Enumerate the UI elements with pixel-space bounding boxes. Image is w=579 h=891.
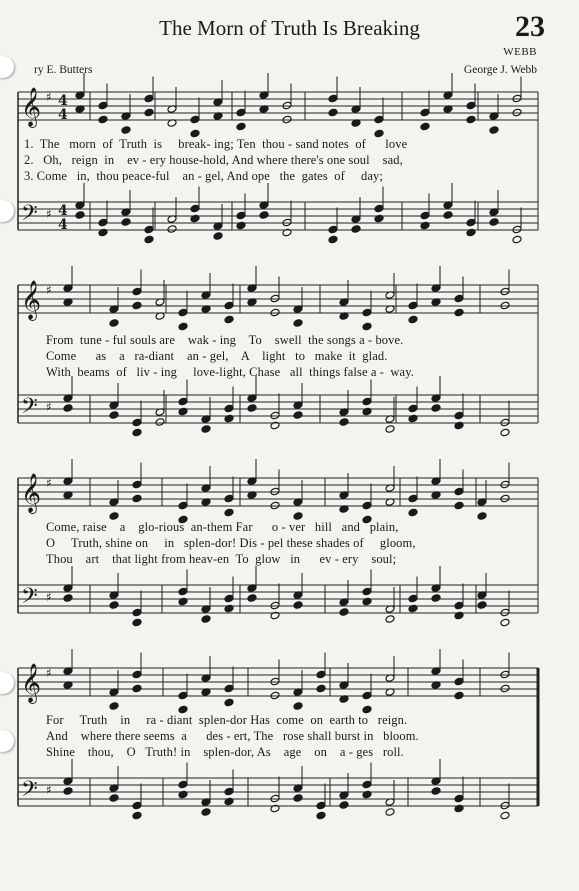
note-head	[224, 301, 234, 310]
note-head	[63, 404, 73, 413]
sharp-sign: ♯	[46, 207, 52, 221]
sharp-sign: ♯	[46, 283, 52, 297]
note-head	[178, 587, 188, 596]
note-head	[420, 122, 430, 131]
bass-clef: 𝄢	[21, 201, 38, 231]
note-head	[489, 218, 499, 227]
note-head	[454, 487, 464, 496]
note-head	[63, 594, 73, 603]
note-head	[489, 126, 499, 135]
note-head	[224, 684, 234, 693]
sharp-sign: ♯	[46, 476, 52, 490]
note-head	[178, 501, 188, 510]
note-head	[316, 684, 326, 693]
note-head	[121, 126, 131, 135]
note-head	[132, 301, 142, 310]
note-head	[109, 411, 119, 420]
note-head	[316, 801, 326, 810]
note-head	[328, 225, 338, 234]
note-head	[500, 811, 510, 820]
note-head	[339, 801, 349, 810]
note-head	[132, 618, 142, 627]
note-head	[109, 794, 119, 803]
note-head	[247, 404, 257, 413]
note-head	[454, 308, 464, 317]
sharp-sign: ♯	[46, 783, 52, 797]
note-head	[63, 787, 73, 796]
note-head	[178, 397, 188, 406]
note-head	[362, 501, 372, 510]
note-head	[351, 225, 361, 234]
note-head	[362, 587, 372, 596]
note-head	[190, 115, 200, 124]
note-head	[132, 287, 142, 296]
note-head	[454, 677, 464, 686]
lyric-line: For Truth in ra - diant splen-dor Has come on earth to reign.	[46, 713, 408, 727]
note-head	[224, 508, 234, 517]
hymn-title: The Morn of Truth Is Breaking	[159, 16, 420, 40]
note-head	[109, 601, 119, 610]
note-head	[144, 94, 154, 103]
note-head	[98, 218, 108, 227]
hymn-number: 23	[515, 10, 545, 43]
note-head	[431, 594, 441, 603]
treble-clef: 𝄞	[21, 663, 42, 703]
lyric-line: 3. Come in, thou peace-ful an - gel, And ope the gates of day;	[24, 169, 383, 183]
note-head	[454, 294, 464, 303]
note-head	[408, 315, 418, 324]
lyric-line: 2. Oh, reign in ev - ery house-hold, And where there's one soul sad,	[24, 153, 403, 167]
note-head	[408, 508, 418, 517]
note-head	[201, 425, 211, 434]
note-head	[224, 494, 234, 503]
note-head	[132, 801, 142, 810]
note-head	[420, 211, 430, 220]
sharp-sign: ♯	[46, 666, 52, 680]
note-head	[293, 794, 303, 803]
sharp-sign: ♯	[46, 90, 52, 104]
treble-clef: 𝄞	[21, 280, 42, 320]
note-head	[178, 308, 188, 317]
bass-clef: 𝄢	[21, 394, 38, 424]
note-head	[328, 108, 338, 117]
note-head	[247, 594, 257, 603]
note-head	[431, 787, 441, 796]
note-head	[408, 594, 418, 603]
note-head	[98, 115, 108, 124]
note-head	[167, 225, 177, 234]
note-head	[190, 204, 200, 213]
note-head	[443, 211, 453, 220]
note-head	[293, 601, 303, 610]
lyric-line: Come, raise a glo-rious an-them Far o - ver hill and plain,	[46, 520, 399, 534]
note-head	[466, 101, 476, 110]
note-head	[213, 232, 223, 241]
note-head	[454, 691, 464, 700]
note-head	[431, 404, 441, 413]
note-head	[178, 691, 188, 700]
time-signature: 4	[58, 217, 68, 233]
lyric-line: And where there seems a des - ert, The rose shall burst in bloom.	[46, 729, 419, 743]
note-head	[512, 235, 522, 244]
note-head	[362, 691, 372, 700]
note-head	[466, 218, 476, 227]
note-head	[339, 418, 349, 427]
note-head	[224, 698, 234, 707]
note-head	[75, 211, 85, 220]
note-head	[385, 808, 395, 817]
note-head	[132, 428, 142, 437]
note-head	[201, 615, 211, 624]
treble-clef: 𝄞	[21, 87, 42, 127]
note-head	[408, 301, 418, 310]
note-head	[454, 601, 464, 610]
note-head	[224, 594, 234, 603]
time-signature: 4	[58, 93, 68, 109]
note-head	[178, 322, 188, 331]
note-head	[293, 411, 303, 420]
note-head	[201, 808, 211, 817]
note-head	[500, 428, 510, 437]
note-head	[339, 608, 349, 617]
note-head	[109, 319, 119, 328]
note-head	[144, 235, 154, 244]
note-head	[224, 404, 234, 413]
note-head	[132, 811, 142, 820]
time-signature: 4	[58, 203, 68, 219]
bass-clef: 𝄢	[21, 777, 38, 807]
lyric-line: O Truth, shine on in splen-dor! Dis - pel these shades of gloom,	[46, 536, 416, 550]
note-head	[259, 211, 269, 220]
note-head	[293, 702, 303, 711]
note-head	[132, 480, 142, 489]
note-head	[224, 787, 234, 796]
note-head	[454, 501, 464, 510]
lyric-line: With beams of liv - ing love-light, Chase all things false a - way.	[46, 365, 414, 379]
note-head	[374, 115, 384, 124]
note-head	[155, 418, 165, 427]
note-head	[132, 670, 142, 679]
note-head	[385, 425, 395, 434]
note-head	[500, 618, 510, 627]
lyric-line: From tune - ful souls are wak - ing To swell the songs a - bove.	[46, 333, 404, 347]
author-credit: ry E. Butters	[34, 64, 93, 76]
note-head	[236, 108, 246, 117]
note-head	[362, 322, 372, 331]
time-signature: 4	[58, 107, 68, 123]
note-head	[362, 397, 372, 406]
note-head	[236, 122, 246, 131]
note-head	[454, 411, 464, 420]
note-head	[362, 308, 372, 317]
note-head	[98, 101, 108, 110]
note-head	[328, 94, 338, 103]
lyric-line: Shine thou, O Truth! in splen-dor, As age on a - ges roll.	[46, 745, 404, 759]
note-head	[132, 684, 142, 693]
tune-name: WEBB	[503, 46, 537, 58]
note-head	[477, 601, 487, 610]
note-head	[178, 780, 188, 789]
note-head	[109, 702, 119, 711]
note-head	[466, 115, 476, 124]
note-head	[316, 670, 326, 679]
note-head	[420, 108, 430, 117]
note-head	[144, 225, 154, 234]
lyric-line: Come as a ra-diant an - gel, A light to make it glad.	[46, 349, 388, 363]
note-head	[132, 494, 142, 503]
treble-clef: 𝄞	[21, 473, 42, 513]
note-head	[454, 794, 464, 803]
note-head	[374, 204, 384, 213]
note-head	[408, 494, 418, 503]
note-head	[236, 211, 246, 220]
note-head	[293, 319, 303, 328]
note-head	[477, 512, 487, 521]
lyric-line: Thou art that light from heav-en To glow in ev - ery soul;	[46, 552, 397, 566]
note-head	[132, 608, 142, 617]
note-head	[385, 615, 395, 624]
note-head	[224, 315, 234, 324]
note-head	[121, 218, 131, 227]
note-head	[362, 780, 372, 789]
note-head	[132, 418, 142, 427]
sharp-sign: ♯	[46, 590, 52, 604]
note-head	[144, 108, 154, 117]
note-head	[328, 235, 338, 244]
composer-credit: George J. Webb	[463, 64, 537, 76]
bass-clef: 𝄢	[21, 584, 38, 614]
note-head	[408, 404, 418, 413]
lyric-line: 1. The morn of Truth is break- ing; Ten thou - sand notes of love	[24, 137, 408, 151]
note-head	[293, 512, 303, 521]
note-head	[109, 512, 119, 521]
sharp-sign: ♯	[46, 400, 52, 414]
note-head	[316, 811, 326, 820]
